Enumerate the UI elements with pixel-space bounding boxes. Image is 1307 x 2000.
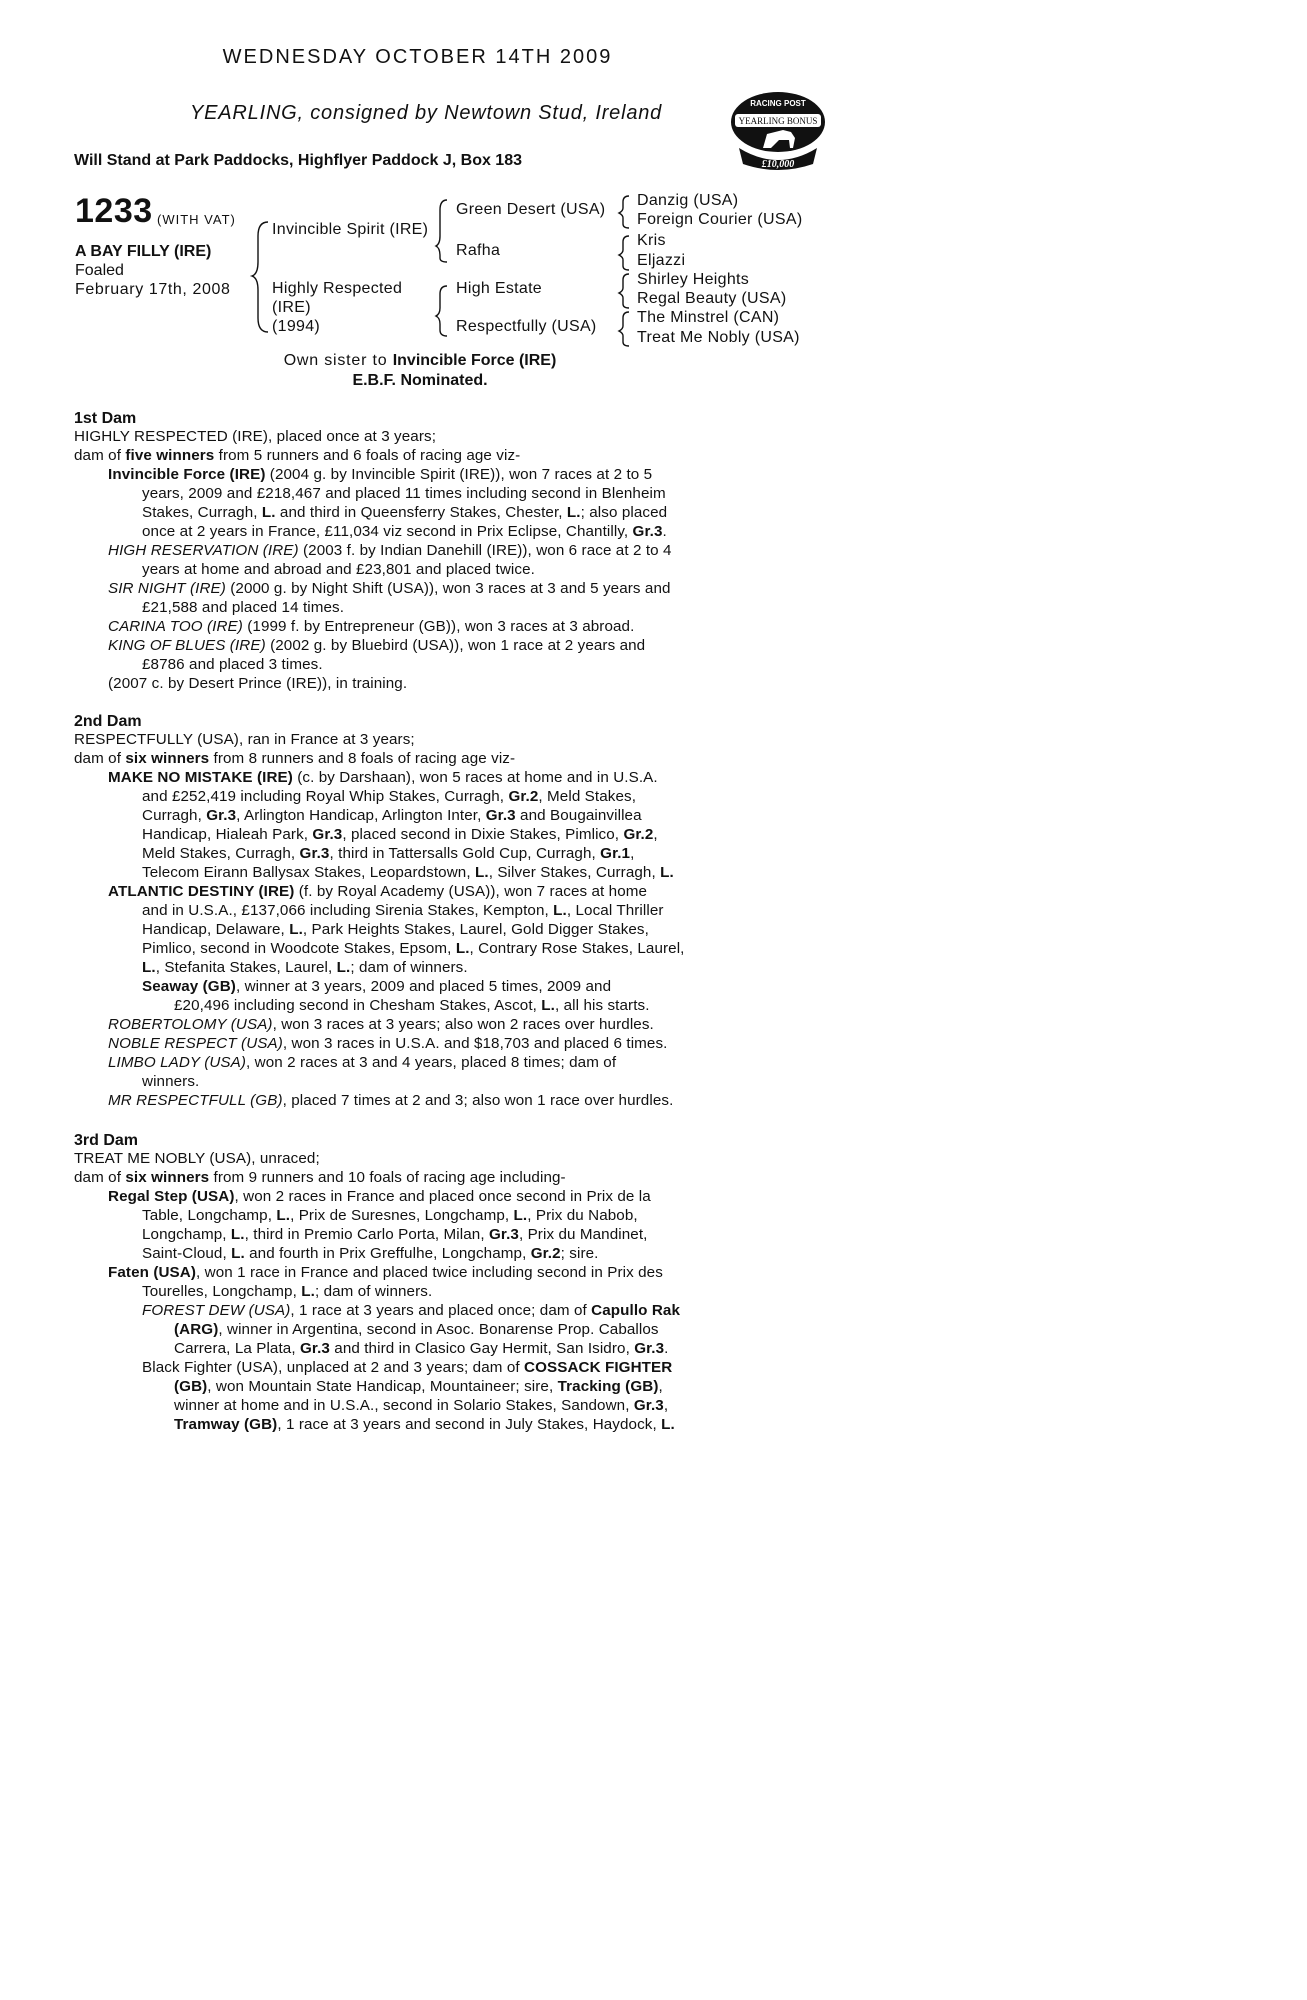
dam-sire: High Estate — [456, 280, 543, 297]
produce-entry: Regal Step (USA), won 2 races in France and placed once second in Prix de la — [108, 1188, 651, 1205]
second-dam-section — [74, 730, 774, 1110]
foaled-label: Foaled — [75, 262, 124, 279]
produce-entry: ATLANTIC DESTINY (IRE) (f. by Royal Academy (USA)), won 7 races at home — [108, 883, 648, 900]
produce-detail: Tourelles, Longchamp, L.; dam of winners. — [142, 1283, 433, 1300]
dam-name: Highly Respected — [272, 280, 403, 297]
dam-sire-dam: Regal Beauty (USA) — [637, 290, 787, 307]
dam-line: RESPECTFULLY (USA), ran in France at 3 years; — [74, 731, 415, 748]
sire-sire-sire: Danzig (USA) — [637, 192, 739, 209]
own-sister-note: Own sister to Invincible Force (IRE) — [283, 352, 557, 369]
sire-sire-dam: Foreign Courier (USA) — [637, 211, 803, 228]
produce-detail: years, 2009 and £218,467 and placed 11 times including second in Blenheim — [142, 485, 666, 502]
produce-detail: Meld Stakes, Curragh, Gr.3, third in Tattersalls Gold Cup, Curragh, Gr.1, — [142, 845, 635, 862]
produce-detail: Longchamp, L., third in Premio Carlo Porta, Milan, Gr.3, Prix du Mandinet, — [142, 1226, 648, 1243]
second-dam-title: 2nd Dam — [74, 713, 142, 730]
sire-dam-dam: Eljazzi — [637, 252, 686, 269]
first-dam-section — [74, 427, 774, 693]
stand-location: Will Stand at Park Paddocks, Highflyer Paddock J, Box 183 — [74, 152, 522, 169]
dam-dam: Respectfully (USA) — [456, 318, 597, 335]
produce-entry: (2007 c. by Desert Prince (IRE)), in training. — [108, 675, 408, 692]
produce-detail: Carrera, La Plata, Gr.3 and third in Clasico Gay Hermit, San Isidro, Gr.3. — [174, 1340, 669, 1357]
ebf-note: E.B.F. Nominated. — [352, 372, 488, 389]
badge-middle-text: YEARLING BONUS — [738, 116, 818, 126]
produce-detail: once at 2 years in France, £11,034 viz second in Prix Eclipse, Chantilly, Gr.3. — [142, 523, 667, 540]
foal-date: February 17th, 2008 — [75, 281, 231, 298]
produce-detail: winner at home and in U.S.A., second in Solario Stakes, Sandown, Gr.3, — [174, 1397, 669, 1414]
produce-entry: FOREST DEW (USA), 1 race at 3 years and placed once; dam of Capullo Rak — [142, 1302, 681, 1319]
horse-description: A BAY FILLY (IRE) — [75, 243, 212, 260]
produce-detail: Curragh, Gr.3, Arlington Handicap, Arlington Inter, Gr.3 and Bougainvillea — [142, 807, 642, 824]
produce-detail: £21,588 and placed 14 times. — [142, 599, 345, 616]
produce-detail: £20,496 including second in Chesham Stakes, Ascot, L., all his starts. — [174, 997, 650, 1014]
sire-dam: Rafha — [456, 242, 501, 259]
third-dam-section — [74, 1149, 774, 1434]
sire: Invincible Spirit (IRE) — [272, 221, 429, 238]
produce-entry: Invincible Force (IRE) (2004 g. by Invincible Spirit (IRE)), won 7 races at 2 to 5 — [108, 466, 653, 483]
produce-detail: and £252,419 including Royal Whip Stakes, Curragh, Gr.2, Meld Stakes, — [142, 788, 637, 805]
produce-summary: dam of five winners from 5 runners and 6 foals of racing age viz- — [74, 447, 521, 464]
produce-entry: SIR NIGHT (IRE) (2000 g. by Night Shift (USA)), won 3 races at 3 and 5 years and — [108, 580, 671, 597]
dam-line: TREAT ME NOBLY (USA), unraced; — [74, 1150, 320, 1167]
produce-summary: dam of six winners from 8 runners and 8 foals of racing age viz- — [74, 750, 516, 767]
produce-entry: MAKE NO MISTAKE (IRE) (c. by Darshaan), won 5 races at home and in U.S.A. — [108, 769, 658, 786]
produce-detail: Tramway (GB), 1 race at 3 years and second in July Stakes, Haydock, L. — [174, 1416, 675, 1433]
dam-dam-sire: The Minstrel (CAN) — [637, 309, 780, 326]
produce-detail: winners. — [142, 1073, 200, 1090]
lot-number: 1233 — [75, 192, 153, 230]
produce-detail: years at home and abroad and £23,801 and placed twice. — [142, 561, 535, 578]
produce-detail: £8786 and placed 3 times. — [142, 656, 323, 673]
produce-detail: Handicap, Hialeah Park, Gr.3, placed second in Dixie Stakes, Pimlico, Gr.2, — [142, 826, 658, 843]
first-dam-title: 1st Dam — [74, 410, 137, 427]
consignor-line: YEARLING, consigned by Newtown Stud, Ireland — [190, 102, 663, 124]
produce-entry: KING OF BLUES (IRE) (2002 g. by Bluebird (USA)), won 1 race at 2 years and — [108, 637, 646, 654]
sire-sire: Green Desert (USA) — [456, 201, 606, 218]
dam-country: (IRE) — [272, 299, 311, 316]
produce-entry: NOBLE RESPECT (USA), won 3 races in U.S.A. and $18,703 and placed 6 times. — [108, 1035, 668, 1052]
produce-entry: Black Fighter (USA), unplaced at 2 and 3 years; dam of COSSACK FIGHTER — [142, 1359, 673, 1376]
produce-entry: Faten (USA), won 1 race in France and placed twice including second in Prix des — [108, 1264, 663, 1281]
third-dam-title: 3rd Dam — [74, 1132, 139, 1149]
dam-line: HIGHLY RESPECTED (IRE), placed once at 3 years; — [74, 428, 437, 445]
produce-entry: CARINA TOO (IRE) (1999 f. by Entrepreneur (GB)), won 3 races at 3 abroad. — [108, 618, 635, 635]
produce-entry: LIMBO LADY (USA), won 2 races at 3 and 4 years, placed 8 times; dam of — [108, 1054, 617, 1071]
produce-detail: Pimlico, second in Woodcote Stakes, Epsom, L., Contrary Rose Stakes, Laurel, — [142, 940, 685, 957]
produce-detail: Handicap, Delaware, L., Park Heights Stakes, Laurel, Gold Digger Stakes, — [142, 921, 649, 938]
produce-summary: dam of six winners from 9 runners and 10 foals of racing age including- — [74, 1169, 566, 1186]
sire-dam-sire: Kris — [637, 232, 666, 249]
produce-detail: and in U.S.A., £137,066 including Sirenia Stakes, Kempton, L., Local Thriller — [142, 902, 664, 919]
sale-date: WEDNESDAY OCTOBER 14TH 2009 — [222, 46, 613, 68]
dam-sire-sire: Shirley Heights — [637, 271, 750, 288]
produce-entry: ROBERTOLOMY (USA), won 3 races at 3 years; also won 2 races over hurdles. — [108, 1016, 654, 1033]
produce-detail: (ARG), winner in Argentina, second in Asoc. Bonarense Prop. Caballos — [174, 1321, 659, 1338]
dam-dam-dam: Treat Me Nobly (USA) — [637, 329, 800, 346]
produce-detail: Saint-Cloud, L. and fourth in Prix Greffulhe, Longchamp, Gr.2; sire. — [142, 1245, 599, 1262]
produce-entry: Seaway (GB), winner at 3 years, 2009 and placed 5 times, 2009 and — [142, 978, 612, 995]
produce-detail: L., Stefanita Stakes, Laurel, L.; dam of winners. — [142, 959, 468, 976]
produce-detail: Table, Longchamp, L., Prix de Suresnes, Longchamp, L., Prix du Nabob, — [142, 1207, 638, 1224]
dam-year: (1994) — [272, 318, 321, 335]
produce-detail: Stakes, Curragh, L. and third in Queensferry Stakes, Chester, L.; also placed — [142, 504, 668, 521]
vat-note: (WITH VAT) — [157, 212, 236, 227]
badge-top-text: RACING POST — [750, 99, 806, 108]
produce-entry: MR RESPECTFULL (GB), placed 7 times at 2 and 3; also won 1 race over hurdles. — [108, 1092, 674, 1109]
badge-amount-text: £10,000 — [761, 159, 795, 170]
produce-detail: Telecom Eirann Ballysax Stakes, Leopardstown, L., Silver Stakes, Curragh, L. — [142, 864, 674, 881]
produce-entry: HIGH RESERVATION (IRE) (2003 f. by Indian Danehill (IRE)), won 6 race at 2 to 4 — [108, 542, 672, 559]
produce-detail: (GB), won Mountain State Handicap, Mountaineer; sire, Tracking (GB), — [174, 1378, 663, 1395]
